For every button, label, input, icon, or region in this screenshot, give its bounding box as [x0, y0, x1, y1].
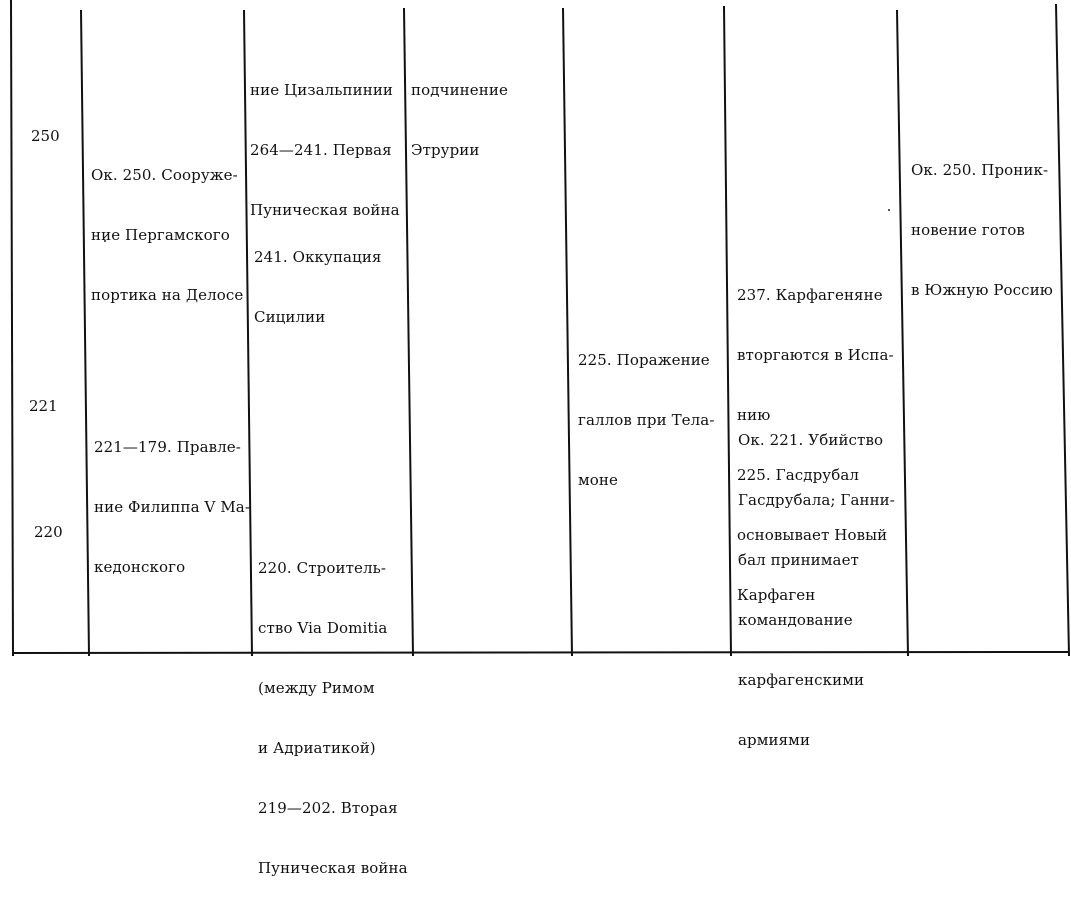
entry-line: галлов при Тела-	[578, 411, 715, 429]
entry-via-domitia-second-punic-war	[258, 518, 408, 918]
entry-line: ство Via Domitia	[258, 619, 388, 637]
entry-line: в Южную Россию	[911, 281, 1053, 299]
entry-line: 225. Гасдрубал	[737, 466, 860, 484]
rule-col-5	[724, 6, 731, 656]
entry-line: (между Римом	[258, 679, 375, 697]
rule-col-1	[81, 10, 89, 656]
entry-line: 264—241. Первая	[250, 141, 392, 159]
entry-line: Ок. 250. Сооруже-	[91, 166, 238, 184]
entry-line: командование	[738, 611, 853, 629]
rule-bottom	[12, 652, 1069, 653]
entry-line: кедонского	[94, 558, 186, 576]
entry-line: вторгаются в Испа-	[737, 346, 894, 364]
entry-line: моне	[578, 471, 618, 489]
rule-left-edge	[11, 0, 13, 656]
entry-line: Карфаген	[737, 586, 816, 604]
entry-line: бал принимает	[738, 551, 859, 569]
rule-right-edge	[1056, 4, 1069, 656]
entry-hasdrubal-murder	[738, 390, 895, 790]
entry-line: ние Цизальпинии	[250, 81, 394, 99]
entry-line: новение готов	[911, 221, 1025, 239]
entry-line: Пуническая война	[250, 201, 400, 219]
entry-line: 241. Оккупация	[254, 248, 382, 266]
entry-telamon-defeat	[578, 310, 715, 530]
entry-line: и Адриатикой)	[258, 739, 376, 757]
entry-line: Ок. 250. Проник-	[911, 161, 1049, 179]
entry-line: основывает Новый	[737, 526, 888, 544]
entry-line: армиями	[738, 731, 811, 749]
entry-philip-v-reign	[94, 397, 250, 617]
entry-line: 219—202. Вторая	[258, 799, 398, 817]
scan-speck	[888, 209, 890, 211]
entry-line: 220. Строитель-	[258, 559, 387, 577]
rule-col-6	[897, 10, 908, 656]
entry-line: Этрурии	[411, 141, 480, 159]
entry-line: Гасдрубала; Ганни-	[738, 491, 895, 509]
year-220: 220	[34, 523, 63, 541]
entry-goths-migration	[911, 120, 1053, 340]
entry-line: нию	[737, 406, 771, 424]
entry-line: ние Филиппа V Ма-	[94, 498, 250, 516]
entry-etruria-subjugation	[411, 40, 508, 200]
entry-line: портика на Делосе	[91, 286, 244, 304]
entry-sicily-occupation	[254, 207, 382, 367]
entry-line: карфагенскими	[738, 671, 865, 689]
entry-pergamon-portico	[91, 125, 243, 345]
entry-line: Сицилии	[254, 308, 326, 326]
entry-line: Пуническая война	[258, 859, 408, 877]
year-250: 250	[31, 127, 60, 145]
entry-line: 221—179. Правле-	[94, 438, 241, 456]
rule-col-4	[563, 8, 572, 656]
entry-line: ние Пергамского	[91, 226, 230, 244]
year-221: 221	[29, 397, 58, 415]
entry-line: 225. Поражение	[578, 351, 710, 369]
entry-line: 237. Карфагеняне	[737, 286, 883, 304]
entry-line: подчинение	[411, 81, 508, 99]
entry-line: Ок. 221. Убийство	[738, 431, 884, 449]
